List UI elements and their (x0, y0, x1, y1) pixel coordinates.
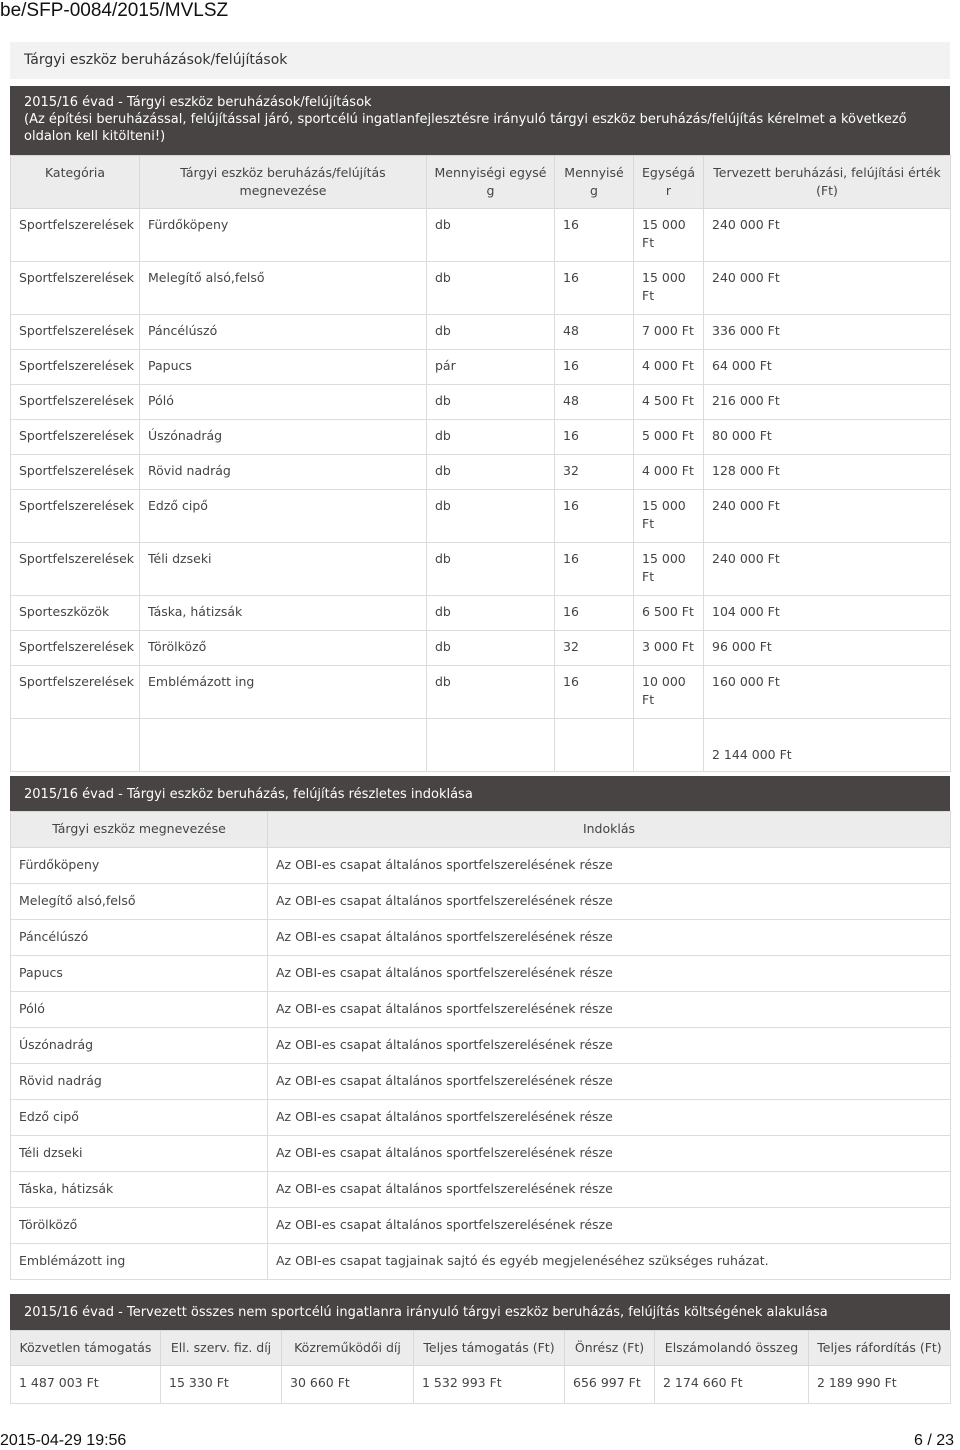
table-row (11, 1064, 951, 1100)
cell-asset-name: Páncélúszó (140, 315, 427, 350)
table-row (11, 315, 951, 350)
cell-justification: Az OBI-es csapat általános sportfelszerelésének része (268, 1172, 951, 1208)
cell-unit: db (427, 315, 555, 350)
col-justification: Indoklás (268, 812, 951, 848)
cell-quantity: 16 (555, 666, 634, 719)
justification-table (10, 811, 951, 1280)
cell-category: Sportfelszerelések (11, 262, 140, 315)
cell-planned-value: 104 000 Ft (704, 596, 951, 631)
cell-justification: Az OBI-es csapat általános sportfelszerelésének része (268, 1028, 951, 1064)
table-row (11, 631, 951, 666)
cell-justification: Az OBI-es csapat általános sportfelszerelésének része (268, 1100, 951, 1136)
cell-asset-name: Melegítő alsó,felső (11, 884, 268, 920)
cell-unit: db (427, 596, 555, 631)
cell-category: Sportfelszerelések (11, 350, 140, 385)
cell-unit-price: 4 000 Ft (634, 455, 704, 490)
value-total-expense: 2 189 990 Ft (809, 1366, 951, 1404)
cell-unit: db (427, 490, 555, 543)
cost-summary-row (11, 1366, 951, 1404)
cell-quantity: 16 (555, 209, 634, 262)
cell-quantity: 16 (555, 420, 634, 455)
block1-heading (10, 86, 950, 155)
cell-asset-name: Póló (11, 992, 268, 1028)
cell-asset-name: Póló (140, 385, 427, 420)
cell-quantity: 16 (555, 490, 634, 543)
value-control-fee: 15 330 Ft (161, 1366, 282, 1404)
cell-quantity: 48 (555, 315, 634, 350)
cell-justification: Az OBI-es csapat általános sportfelszerelésének része (268, 992, 951, 1028)
cell-category: Sportfelszerelések (11, 631, 140, 666)
table-row (11, 1208, 951, 1244)
cell-asset-name: Edző cipő (140, 490, 427, 543)
cell-asset-name: Úszónadrág (140, 420, 427, 455)
cell-justification: Az OBI-es csapat általános sportfelszerelésének része (268, 920, 951, 956)
table-row (11, 385, 951, 420)
cell-asset-name: Papucs (140, 350, 427, 385)
cell-unit-price: 5 000 Ft (634, 420, 704, 455)
empty-cell (11, 719, 140, 772)
cell-asset-name: Táska, hátizsák (140, 596, 427, 631)
cell-planned-value: 240 000 Ft (704, 209, 951, 262)
cell-unit-price: 15 000 Ft (634, 543, 704, 596)
col-intermediary-fee: Közreműködői díj (282, 1331, 414, 1366)
cell-quantity: 48 (555, 385, 634, 420)
total-value: 2 144 000 Ft (704, 719, 951, 772)
table-row (11, 543, 951, 596)
cell-asset-name: Papucs (11, 956, 268, 992)
col-unit: Mennyiségi egysé g (427, 156, 555, 209)
cell-planned-value: 160 000 Ft (704, 666, 951, 719)
col-asset-name: Tárgyi eszköz beruházás/felújítás megnevezése (140, 156, 427, 209)
cell-justification: Az OBI-es csapat általános sportfelszerelésének része (268, 848, 951, 884)
cell-asset-name: Törölköző (140, 631, 427, 666)
block2-heading: 2015/16 évad - Tárgyi eszköz beruházás, felújítás részletes indoklása (10, 776, 950, 811)
value-own-share: 656 997 Ft (565, 1366, 655, 1404)
block1-heading-note: (Az építési beruházással, felújítással járó, sportcélú ingatlanfejlesztésre irányuló tárgyi eszköz beruházás/felújítás kérelmet a következő oldalon kell kitölteni!) (24, 112, 907, 144)
cell-unit-price: 15 000 Ft (634, 209, 704, 262)
cell-unit: db (427, 455, 555, 490)
col-total-expense: Teljes ráfordítás (Ft) (809, 1331, 951, 1366)
justification-table-header (11, 812, 951, 848)
table-row (11, 956, 951, 992)
cell-planned-value: 64 000 Ft (704, 350, 951, 385)
cell-quantity: 32 (555, 631, 634, 666)
cell-unit: pár (427, 350, 555, 385)
cell-asset-name: Rövid nadrág (140, 455, 427, 490)
table-row (11, 209, 951, 262)
cell-unit-price: 6 500 Ft (634, 596, 704, 631)
cost-summary-header (11, 1331, 951, 1366)
col-unit-price: Egységá r (634, 156, 704, 209)
col-quantity: Mennyisé g (555, 156, 634, 209)
col-control-fee: Ell. szerv. fiz. díj (161, 1331, 282, 1366)
cell-category: Sportfelszerelések (11, 209, 140, 262)
cell-planned-value: 96 000 Ft (704, 631, 951, 666)
total-row (11, 719, 951, 772)
cell-planned-value: 240 000 Ft (704, 490, 951, 543)
cell-asset-name: Téli dzseki (140, 543, 427, 596)
cell-asset-name: Törölköző (11, 1208, 268, 1244)
value-intermediary-fee: 30 660 Ft (282, 1366, 414, 1404)
cell-planned-value: 80 000 Ft (704, 420, 951, 455)
table-row (11, 350, 951, 385)
cell-quantity: 16 (555, 596, 634, 631)
cell-justification: Az OBI-es csapat általános sportfelszerelésének része (268, 1136, 951, 1172)
table-row (11, 666, 951, 719)
investment-table-header (11, 156, 951, 209)
table-row (11, 1172, 951, 1208)
cell-quantity: 16 (555, 350, 634, 385)
cell-unit-price: 15 000 Ft (634, 262, 704, 315)
cell-asset-name: Táska, hátizsák (11, 1172, 268, 1208)
table-row (11, 1100, 951, 1136)
cell-category: Sportfelszerelések (11, 315, 140, 350)
cell-planned-value: 240 000 Ft (704, 543, 951, 596)
table-row (11, 920, 951, 956)
cell-justification: Az OBI-es csapat általános sportfelszerelésének része (268, 1208, 951, 1244)
cell-category: Sportfelszerelések (11, 455, 140, 490)
section-title: Tárgyi eszköz beruházások/felújítások (10, 42, 950, 79)
value-direct-support: 1 487 003 Ft (11, 1366, 161, 1404)
empty-cell (140, 719, 427, 772)
cell-asset-name: Fürdőköpeny (140, 209, 427, 262)
table-row (11, 1136, 951, 1172)
cell-planned-value: 336 000 Ft (704, 315, 951, 350)
empty-cell (427, 719, 555, 772)
table-row (11, 1244, 951, 1280)
cell-justification: Az OBI-es csapat tagjainak sajtó és egyéb megjelenéséhez szükséges ruházat. (268, 1244, 951, 1280)
cell-quantity: 32 (555, 455, 634, 490)
cell-justification: Az OBI-es csapat általános sportfelszerelésének része (268, 956, 951, 992)
cell-planned-value: 216 000 Ft (704, 385, 951, 420)
cell-unit: db (427, 543, 555, 596)
cell-asset-name: Melegítő alsó,felső (140, 262, 427, 315)
investment-table (10, 155, 951, 772)
table-row (11, 848, 951, 884)
table-row (11, 262, 951, 315)
cell-unit-price: 4 500 Ft (634, 385, 704, 420)
cost-summary-table (10, 1330, 951, 1404)
document-id: be/SFP-0084/2015/MVLSZ (0, 0, 229, 21)
cell-category: Sportfelszerelések (11, 666, 140, 719)
cell-planned-value: 128 000 Ft (704, 455, 951, 490)
empty-cell (634, 719, 704, 772)
cell-unit: db (427, 420, 555, 455)
cell-unit: db (427, 385, 555, 420)
cell-quantity: 16 (555, 262, 634, 315)
col-accountable-amount: Elszámolandó összeg (655, 1331, 809, 1366)
cell-asset-name: Páncélúszó (11, 920, 268, 956)
empty-cell (555, 719, 634, 772)
col-planned-value: Tervezett beruházási, felújítási érték (Ft) (704, 156, 951, 209)
col-total-support: Teljes támogatás (Ft) (414, 1331, 565, 1366)
cell-unit: db (427, 209, 555, 262)
value-total-support: 1 532 993 Ft (414, 1366, 565, 1404)
cell-asset-name: Edző cipő (11, 1100, 268, 1136)
cell-asset-name: Fürdőköpeny (11, 848, 268, 884)
cell-unit: db (427, 262, 555, 315)
cell-asset-name: Téli dzseki (11, 1136, 268, 1172)
cell-category: Sportfelszerelések (11, 385, 140, 420)
col-category: Kategória (11, 156, 140, 209)
cell-unit: db (427, 666, 555, 719)
cell-category: Sportfelszerelések (11, 490, 140, 543)
footer-timestamp: 2015-04-29 19:56 (0, 1432, 127, 1449)
cell-quantity: 16 (555, 543, 634, 596)
table-row (11, 596, 951, 631)
cell-asset-name: Emblémázott ing (11, 1244, 268, 1280)
table-row (11, 490, 951, 543)
cell-unit-price: 7 000 Ft (634, 315, 704, 350)
cell-unit-price: 3 000 Ft (634, 631, 704, 666)
col-direct-support: Közvetlen támogatás (11, 1331, 161, 1366)
cell-unit: db (427, 631, 555, 666)
cell-unit-price: 15 000 Ft (634, 490, 704, 543)
block1-heading-title: 2015/16 évad - Tárgyi eszköz beruházások/felújítások (24, 95, 372, 110)
col-own-share: Önrész (Ft) (565, 1331, 655, 1366)
table-row (11, 884, 951, 920)
table-row (11, 420, 951, 455)
table-row (11, 455, 951, 490)
block3-heading: 2015/16 évad - Tervezett összes nem sportcélú ingatlanra irányuló tárgyi eszköz beruházás, felújítás költségének alakulása (10, 1294, 950, 1330)
cell-category: Sporteszközök (11, 596, 140, 631)
table-row (11, 992, 951, 1028)
cell-justification: Az OBI-es csapat általános sportfelszerelésének része (268, 884, 951, 920)
value-accountable-amount: 2 174 660 Ft (655, 1366, 809, 1404)
footer-page-number: 6 / 23 (913, 1432, 954, 1449)
cell-asset-name: Emblémázott ing (140, 666, 427, 719)
cell-unit-price: 10 000 Ft (634, 666, 704, 719)
cell-category: Sportfelszerelések (11, 543, 140, 596)
table-row (11, 1028, 951, 1064)
cell-asset-name: Rövid nadrág (11, 1064, 268, 1100)
cell-category: Sportfelszerelések (11, 420, 140, 455)
cell-planned-value: 240 000 Ft (704, 262, 951, 315)
cell-asset-name: Úszónadrág (11, 1028, 268, 1064)
col-asset-name: Tárgyi eszköz megnevezése (11, 812, 268, 848)
cell-justification: Az OBI-es csapat általános sportfelszerelésének része (268, 1064, 951, 1100)
cell-unit-price: 4 000 Ft (634, 350, 704, 385)
